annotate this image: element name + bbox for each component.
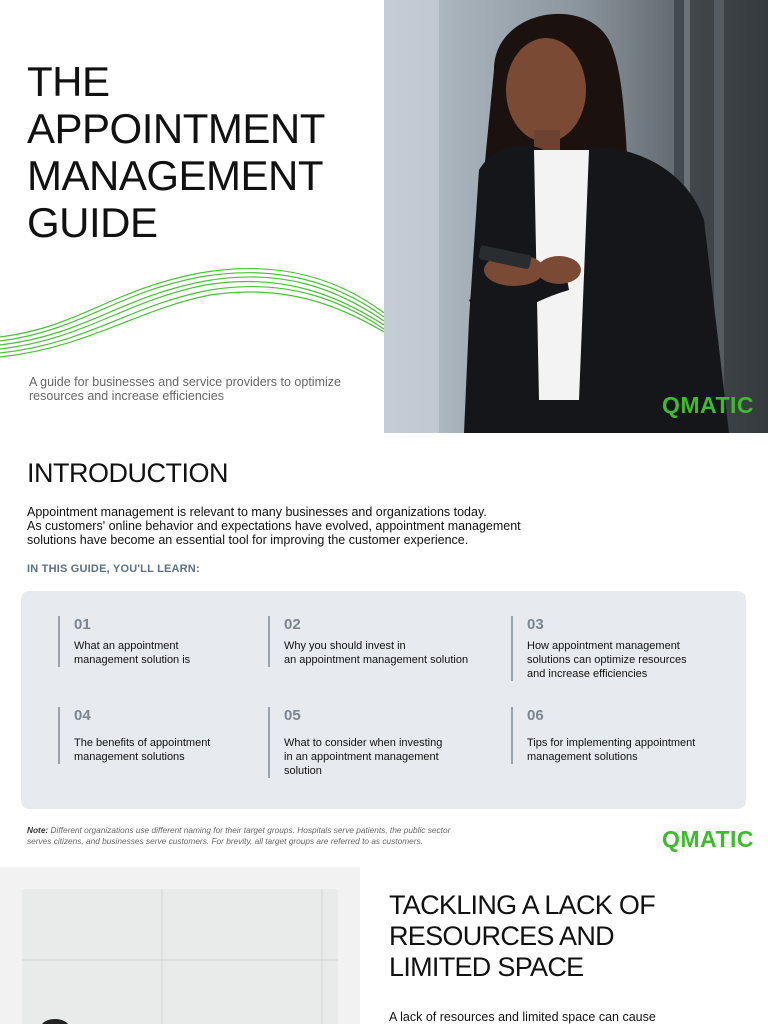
introduction-heading: INTRODUCTION — [27, 458, 228, 488]
section-heading-line: LIMITED SPACE — [389, 952, 584, 982]
intro-line: As customers' online behavior and expectations have evolved, appointment management — [27, 519, 521, 533]
item-text — [74, 639, 238, 667]
item-text — [284, 736, 483, 778]
item-number: 02 — [284, 616, 301, 633]
title-line: THE — [27, 58, 110, 105]
note-text: Different organizations use different naming for their target groups. Hospitals serve patients, the public sector — [48, 825, 451, 835]
item-text-line: management solution is — [74, 654, 191, 666]
guide-title — [27, 58, 325, 246]
note-text: serves citizens, and businesses serve customers. For brevity, all target groups are referred to as customers. — [27, 836, 423, 846]
item-number: 03 — [527, 616, 544, 633]
qmatic-logo-footer: QMATIC — [662, 826, 755, 852]
decorative-wave-lines — [0, 255, 384, 365]
title-line: APPOINTMENT — [27, 105, 325, 152]
item-text-line: How appointment management — [527, 640, 680, 652]
item-text — [527, 736, 711, 764]
learn-item-01 — [58, 616, 238, 667]
learn-item-06 — [511, 707, 711, 764]
learn-item-05 — [268, 707, 483, 778]
introduction-paragraph — [27, 505, 557, 547]
section-heading-line: RESOURCES AND — [389, 921, 614, 951]
item-text-line: management solutions — [527, 751, 638, 763]
title-line: GUIDE — [27, 199, 158, 246]
item-text-line: in an appointment management — [284, 751, 439, 763]
section-paragraph: A lack of resources and limited space can cause — [389, 1010, 656, 1024]
qmatic-logo: QMATIC — [662, 392, 755, 418]
section-heading — [389, 890, 655, 983]
intro-line: solutions have become an essential tool for improving the customer experience. — [27, 533, 469, 547]
item-number: 06 — [527, 707, 544, 724]
item-text-line: Why you should invest in — [284, 640, 406, 652]
learn-item-04 — [58, 707, 238, 764]
item-text-line: What to consider when investing — [284, 737, 443, 749]
item-text-line: management solutions — [74, 751, 185, 763]
note-label: Note: — [27, 825, 49, 835]
title-line: MANAGEMENT — [27, 152, 324, 199]
item-text-line: solutions can optimize resources — [527, 654, 687, 666]
learn-item-02 — [268, 616, 483, 667]
intro-line: Appointment management is relevant to many businesses and organizations today. — [27, 505, 487, 519]
guide-subtitle — [29, 375, 369, 403]
subtitle-line: resources and increase efficiencies — [29, 389, 225, 403]
hero-photo-businesswoman — [384, 0, 768, 433]
section-photo — [0, 867, 360, 1024]
item-text-line: and increase efficiencies — [527, 668, 648, 680]
item-text — [527, 639, 711, 681]
item-number: 01 — [74, 616, 91, 633]
item-text-line: solution — [284, 765, 322, 777]
item-number: 04 — [74, 707, 91, 724]
learn-item-03 — [511, 616, 711, 681]
learn-section-label: IN THIS GUIDE, YOU'LL LEARN: — [27, 563, 200, 575]
section-heading-line: TACKLING A LACK OF — [389, 890, 655, 920]
learn-topics-panel — [21, 591, 746, 809]
item-text — [74, 736, 238, 764]
item-text-line: What an appointment — [74, 640, 179, 652]
subtitle-line: A guide for businesses and service providers to optimize — [29, 375, 341, 389]
item-text-line: Tips for implementing appointment — [527, 737, 696, 749]
item-text-line: an appointment management solution — [284, 654, 469, 666]
item-number: 05 — [284, 707, 301, 724]
item-text — [284, 639, 483, 667]
footnote — [27, 825, 497, 847]
item-text-line: The benefits of appointment — [74, 737, 211, 749]
